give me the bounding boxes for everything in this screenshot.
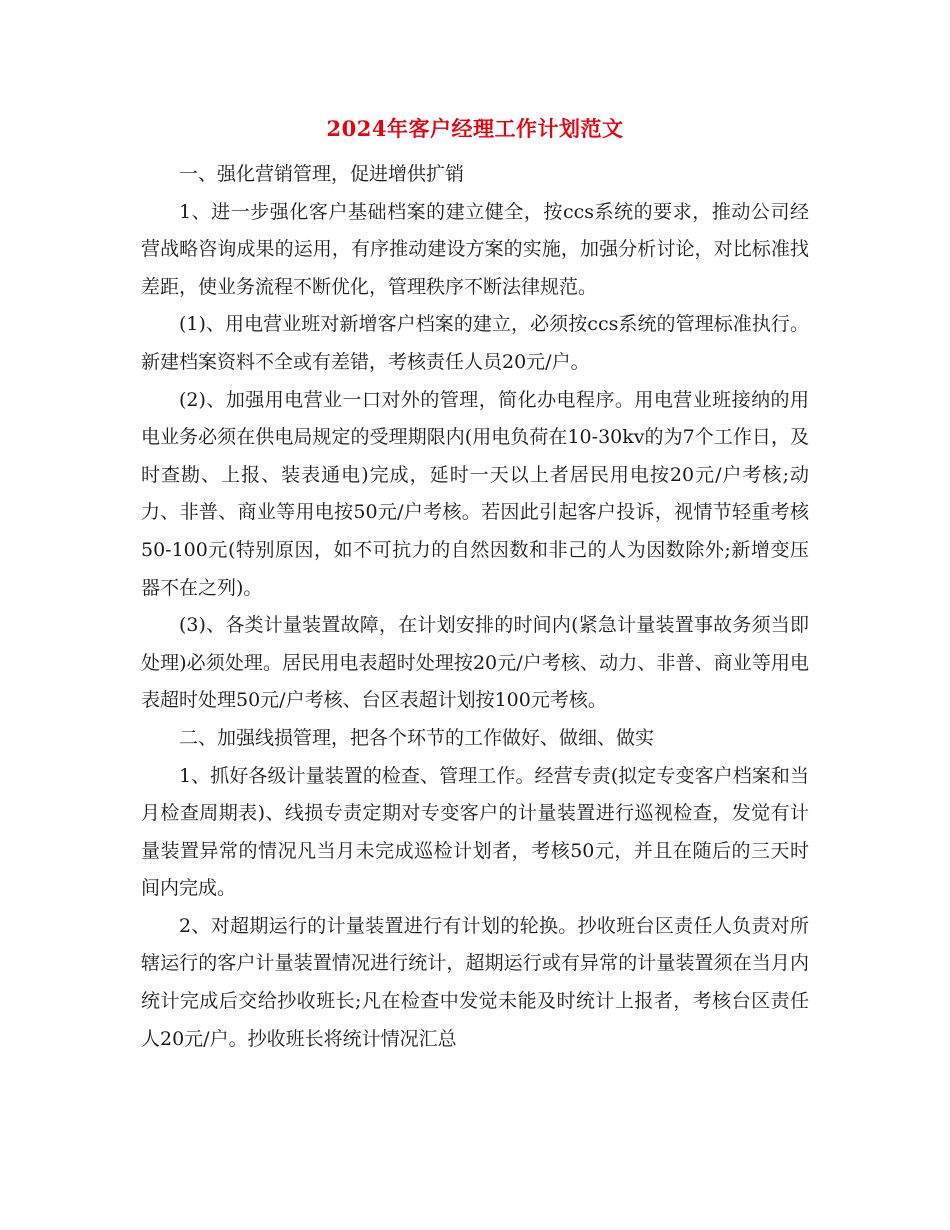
- paragraph-2-1: 1、抓好各级计量装置的检查、管理工作。经营专责(拟定专变客户档案和当月检查周期表)、线损专责定期对专变客户的计量装置进行巡视检查，发觉有计量装置异常的情况凡当月未完成巡检计划者，考核50元，并且在随后的三天时间内完成。: [141, 764, 809, 900]
- paragraph-1-2: (2)、加强用电营业一口对外的管理，简化办电程序。用电营业班接纳的用电业务必须在供电局规定的受理期限内(用电负荷在10-30kv的为7个工作日，及时查勘、上报、装表通电)完成，延时一天以上者居民用电按20元/户考核;动力、非普、商业等用电按50元/户考核。若因此引起客户投诉，视情节轻重考核50-100元(特别原因，如不可抗力的自然因数和非己的人为因数除外;新增变压器不在之列)。: [141, 388, 809, 599]
- section-heading-1: 一、强化营销管理，促进增供扩销: [179, 163, 465, 185]
- paragraph-1-3: (3)、各类计量装置故障，在计划安排的时间内(紧急计量装置事故务须当即处理)必须处理。居民用电表超时处理按20元/户考核、动力、非普、商业等用电表超时处理50元/户考核、台区表超计划按100元考核。: [141, 614, 809, 712]
- document-title: 2024年客户经理工作计划范文: [326, 116, 624, 141]
- document-body: [141, 156, 809, 1058]
- section-heading-2: 二、加强线损管理，把各个环节的工作做好、做细、做实: [179, 726, 655, 749]
- paragraph-2-2: 2、对超期运行的计量装置进行有计划的轮换。抄收班台区责任人负责对所辖运行的客户计量装置情况进行统计，超期运行或有异常的计量装置须在当月内统计完成后交给抄收班长;凡在检查中发觉未能及时统计上报者，考核台区责任人20元/户。抄收班长将统计情况汇总: [141, 914, 809, 1050]
- paragraph-1: 1、进一步强化客户基础档案的建立健全，按ccs系统的要求，推动公司经营战略咨询成果的运用，有序推动建设方案的实施，加强分析讨论，对比标准找差距，使业务流程不断优化，管理秩序不断法律规范。: [141, 200, 809, 298]
- paragraph-1-1: (1)、用电营业班对新增客户档案的建立，必须按ccs系统的管理标准执行。新建档案资料不全或有差错，考核责任人员20元/户。: [141, 313, 809, 373]
